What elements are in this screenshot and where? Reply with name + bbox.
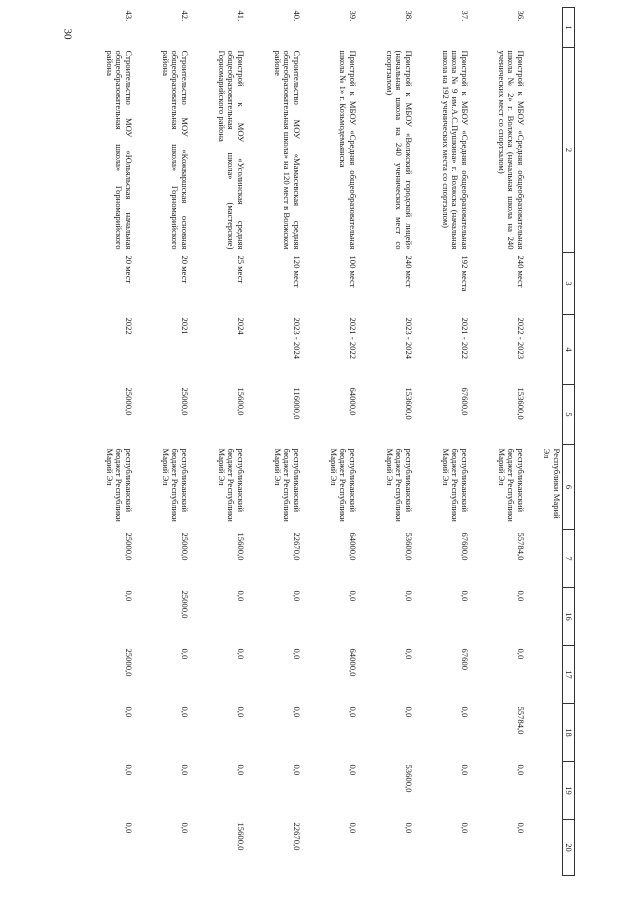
cell-c20: 15600,0 (236, 822, 246, 851)
column-header: 4 (563, 315, 575, 385)
column-header: 6 (563, 445, 575, 530)
cont-cell-17 (526, 646, 563, 704)
table-body (78, 8, 563, 876)
page-number: 30 (61, 28, 74, 40)
cell-cost: 67600,0 (460, 387, 470, 416)
cell-no: 38. (404, 10, 414, 22)
table-row (358, 8, 414, 876)
cell-capacity: 25 мест (236, 255, 246, 284)
cont-cell-19 (526, 762, 563, 820)
cell-source: республиканский бюджет Республики Марий Эл (496, 448, 526, 522)
table-row (470, 8, 526, 876)
cont-cell-18 (526, 704, 563, 762)
cell-c7: 67600,0 (460, 532, 470, 561)
cell-period: 2022 - 2023 (516, 317, 526, 360)
cell-source: республиканский бюджет Республики Марий Эл (440, 448, 470, 522)
cell-c18: 0,0 (292, 706, 302, 718)
table-row (78, 8, 134, 876)
cell-c19: 0,0 (236, 764, 246, 776)
cell-c16: 0,0 (124, 590, 134, 602)
column-header-row (563, 8, 575, 876)
cell-capacity: 240 мест (516, 255, 526, 288)
cell-source: республиканский бюджет Республики Марий Эл (104, 448, 134, 522)
cell-capacity: 120 мест (292, 255, 302, 288)
cell-c7: 22670,0 (292, 532, 302, 561)
cell-c16: 0,0 (460, 590, 470, 602)
cont-cell-7 (526, 530, 563, 588)
cell-source: республиканский бюджет Республики Марий Эл (160, 448, 190, 522)
cell-c17: 64000,0 (348, 648, 358, 677)
column-header: 19 (563, 762, 575, 820)
cell-name: Строительство МОУ «Мамасевская средняя общеобразовательная школа» на 120 мест в Волжском районе (272, 50, 302, 250)
cell-capacity: 20 мест (124, 255, 134, 284)
cell-cost: 25000,0 (180, 387, 190, 416)
cell-name: Пристрой к МОУ «Усолинская средняя общеобразовательная школа» (мастерские) Горномарийского района (216, 50, 246, 250)
cell-c16: 25000,0 (180, 590, 190, 619)
cell-period: 2024 (236, 317, 246, 335)
cont-cell-5 (526, 385, 563, 445)
cell-c20: 22670,0 (292, 822, 302, 851)
cell-no: 39. (348, 10, 358, 22)
cell-c19: 0,0 (460, 764, 470, 776)
cell-c19: 0,0 (292, 764, 302, 776)
cell-c18: 0,0 (236, 706, 246, 718)
column-header: 18 (563, 704, 575, 762)
column-header: 1 (563, 8, 575, 48)
column-header: 16 (563, 588, 575, 646)
column-header: 5 (563, 385, 575, 445)
cell-c19: 0,0 (348, 764, 358, 776)
cell-period: 2022 (124, 317, 134, 335)
cell-c20: 0,0 (516, 822, 526, 834)
cell-source: республиканский бюджет Республики Марий Эл (272, 448, 302, 522)
cell-c20: 0,0 (348, 822, 358, 834)
cont-cell-2 (526, 48, 563, 253)
cell-no: 42. (180, 10, 190, 22)
cell-c7: 64000,0 (348, 532, 358, 561)
cell-capacity: 192 места (460, 255, 470, 292)
cont-cell-source: Республики Марий Эл (542, 448, 562, 519)
cell-c7: 53600,0 (404, 532, 414, 561)
cell-c17: 0,0 (516, 648, 526, 660)
cell-c7: 55784,0 (516, 532, 526, 561)
cell-c17: 0,0 (180, 648, 190, 660)
column-header: 2 (563, 48, 575, 253)
cell-c20: 0,0 (404, 822, 414, 834)
cell-cost: 153600,0 (404, 387, 414, 420)
cell-c16: 0,0 (404, 590, 414, 602)
column-header: 7 (563, 530, 575, 588)
cell-c18: 0,0 (180, 706, 190, 718)
cell-c18: 0,0 (460, 706, 470, 718)
cell-c19: 0,0 (124, 764, 134, 776)
cell-c18: 0,0 (404, 706, 414, 718)
table-row (246, 8, 302, 876)
cell-capacity: 20 мест (180, 255, 190, 284)
cell-c16: 0,0 (516, 590, 526, 602)
cell-c20: 0,0 (124, 822, 134, 834)
cell-c20: 0,0 (460, 822, 470, 834)
cell-period: 2021 - 2022 (348, 317, 358, 360)
cell-cost: 25000,0 (124, 387, 134, 416)
cell-period: 2023 - 2024 (292, 317, 302, 360)
cell-name: Строительство МОУ «Кожваршская основная общеобразовательная школа» Горномарийского района (160, 50, 190, 250)
cell-no: 40. (292, 10, 302, 22)
cell-c18: 0,0 (348, 706, 358, 718)
cell-no: 37. (460, 10, 470, 22)
cont-cell-4 (526, 315, 563, 385)
table-row (190, 8, 246, 876)
column-header: 17 (563, 646, 575, 704)
investment-table (78, 7, 575, 876)
column-header: 3 (563, 253, 575, 315)
cell-cost: 116000,0 (292, 387, 302, 420)
continuation-row (526, 8, 563, 876)
cell-source: республиканский бюджет Республики Марий Эл (216, 448, 246, 522)
cell-name: Строительство МОУ «Юльяльская начальная общеобразовательная школа» Горномарийского района (104, 50, 134, 250)
cell-no: 43. (124, 10, 134, 22)
cell-c17: 0,0 (404, 648, 414, 660)
cont-cell-16 (526, 588, 563, 646)
cell-c17: 67600 (460, 648, 470, 670)
cell-c18: 0,0 (124, 706, 134, 718)
table-row (134, 8, 190, 876)
cell-cost: 64000,0 (348, 387, 358, 416)
cell-period: 2023 - 2024 (404, 317, 414, 360)
cell-no: 36. (516, 10, 526, 22)
column-header: 20 (563, 820, 575, 876)
cell-cost: 153600,0 (516, 387, 526, 420)
cell-period: 2021 - 2022 (460, 317, 470, 360)
cell-period: 2021 (180, 317, 190, 335)
cell-c19: 0,0 (180, 764, 190, 776)
cont-cell-20 (526, 820, 563, 876)
cell-c7: 25000,0 (124, 532, 134, 561)
table-row (414, 8, 470, 876)
cell-c16: 0,0 (348, 590, 358, 602)
cell-c17: 0,0 (292, 648, 302, 660)
table-row (302, 8, 358, 876)
cell-c17: 0,0 (236, 648, 246, 660)
cell-c16: 0,0 (236, 590, 246, 602)
rotated-table-container (104, 7, 575, 875)
cell-source: республиканский бюджет Республики Марий Эл (328, 448, 358, 522)
cell-c18: 55784,0 (516, 706, 526, 735)
cell-name: Пристрой к МБОУ «Волжский городской лицей» (начальная школа на 240 ученических мест со спортзалом) (384, 50, 414, 250)
cell-c16: 0,0 (292, 590, 302, 602)
cell-c17: 25000,0 (124, 648, 134, 677)
cell-c20: 0,0 (180, 822, 190, 834)
cell-c7: 15600,0 (236, 532, 246, 561)
cont-cell-3 (526, 253, 563, 315)
cell-c7: 25000,0 (180, 532, 190, 561)
cell-c19: 53600,0 (404, 764, 414, 793)
cell-source: республиканский бюджет Республики Марий Эл (384, 448, 414, 522)
cont-cell-1 (526, 8, 563, 48)
cell-name: Пристрой к МБОУ «Средняя общеобразовательная школа № 1» г. Козьмодемьянска (338, 50, 358, 250)
cell-capacity: 100 мест (348, 255, 358, 288)
cell-no: 41. (236, 10, 246, 22)
cell-name: Пристрой к МБОУ «Средняя общеобразовательная школа № 9 им.А.С.Пушкина» г. Волжска (начальная школа на 192 ученических места со спортзалом) (440, 50, 470, 250)
cell-capacity: 240 мест (404, 255, 414, 288)
cell-cost: 15600,0 (236, 387, 246, 416)
cell-name: Пристрой к МБОУ «Средняя общеобразовательная школа № 2» г. Волжска (начальная школа на 240 ученических мест со спортзалом) (496, 50, 526, 250)
cell-c19: 0,0 (516, 764, 526, 776)
